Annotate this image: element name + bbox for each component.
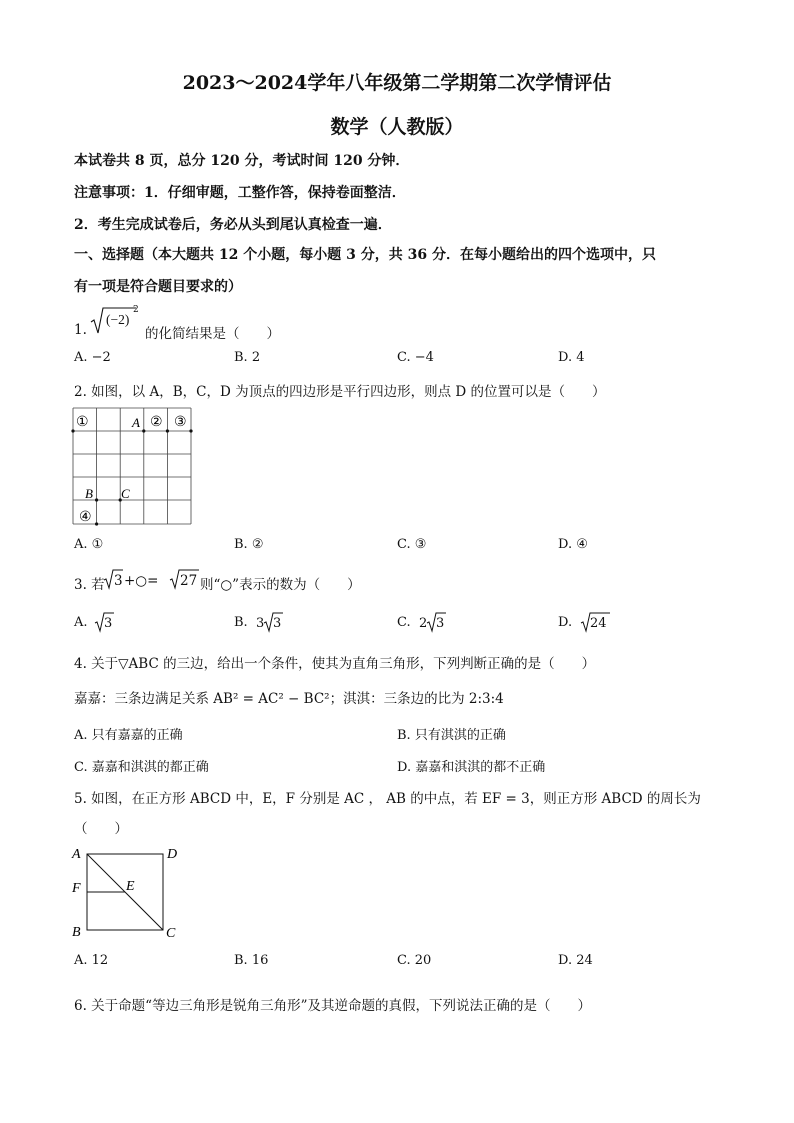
q2-label-a: A <box>132 415 140 430</box>
q1-option-d: D. 4 <box>558 350 585 365</box>
q2-label-2: ② <box>150 415 163 430</box>
q2-label-c: C <box>121 486 130 501</box>
q4-conditions: 嘉嘉：三条边满足关系 AB² = AC² − BC²；淇淇：三条边的比为 2:3:4 <box>74 691 504 707</box>
q5-option-d: D. 24 <box>558 953 593 968</box>
section-heading-line-2: 有一项是符合题目要求的） <box>74 279 242 295</box>
q2-label-1: ① <box>76 415 89 430</box>
q3-plus-circle: +○= <box>124 573 159 589</box>
q1-radicand: (−2) <box>106 312 130 327</box>
q5-paren: （ ） <box>74 821 128 837</box>
notes-line-1: 本试卷共 8 页，总分 120 分，考试时间 120 分钟． <box>74 153 410 169</box>
q3-option-a-label: A. <box>74 615 88 630</box>
q3-option-c-radicand: 3 <box>436 616 445 631</box>
q5-label-c: C <box>166 926 176 941</box>
q2-option-d: D. ④ <box>558 537 588 552</box>
q4-option-b: B. 只有淇淇的正确 <box>397 728 506 743</box>
section-heading-line-1: 一、选择题（本大题共 12 个小题，每小题 3 分，共 36 分．在每小题给出的四个选项中，只 <box>74 247 656 263</box>
q3-option-d-radicand: 24 <box>590 616 607 631</box>
q4-text: 4. 关于▽ABC 的三边，给出一个条件，使其为直角三角形，下列判断正确的是（ ） <box>74 656 596 672</box>
q2-option-a: A. ① <box>74 537 104 552</box>
q3-option-b-coef: 3 <box>256 616 265 631</box>
q2-option-b: B. ② <box>234 537 264 552</box>
q2-option-c: C. ③ <box>397 537 427 552</box>
q5-label-f: F <box>72 881 81 896</box>
exam-subtitle: 数学（人教版） <box>330 116 464 138</box>
q1-option-c: C. −4 <box>397 350 434 365</box>
q1-option-b: B. 2 <box>234 350 261 365</box>
q1-option-a: A. −2 <box>74 350 111 365</box>
q4-option-a: A. 只有嘉嘉的正确 <box>74 728 183 743</box>
q6-text: 6. 关于命题“等边三角形是锐角三角形”及其逆命题的真假，下列说法正确的是（ ） <box>74 998 591 1014</box>
q5-label-e: E <box>126 879 135 894</box>
q5-square-figure <box>70 842 182 944</box>
exam-title: 2023～2024学年八年级第二学期第二次学情评估 <box>182 72 612 94</box>
q3-rest: 则“○”表示的数为（ ） <box>200 577 361 593</box>
q3-lead: 3. 若 <box>74 577 105 593</box>
q5-option-b: B. 16 <box>234 953 269 968</box>
q2-label-b: B <box>85 486 93 501</box>
q1-exponent: 2 <box>133 305 139 315</box>
q5-label-d: D <box>167 847 178 862</box>
q3-option-c-coef: 2 <box>419 616 428 631</box>
q2-grid-figure <box>70 406 196 528</box>
q2-label-3: ③ <box>174 415 187 430</box>
q5-text: 5. 如图，在正方形 ABCD 中，E，F 分别是 AC ， AB 的中点，若 EF = 3，则正方形 ABCD 的周长为 <box>74 791 701 807</box>
q3-option-b-label: B. <box>234 615 248 630</box>
q1-text: 的化简结果是（ ） <box>145 326 280 342</box>
q2-label-4: ④ <box>79 510 92 525</box>
q4-option-c: C. 嘉嘉和淇淇的都正确 <box>74 760 209 775</box>
q3-option-d-label: D. <box>558 615 573 630</box>
notes-line-3: 2．考生完成试卷后，务必从头到尾认真检查一遍． <box>74 217 392 233</box>
q3-radicand-2: 27 <box>180 573 198 589</box>
q2-text: 2. 如图，以 A，B，C，D 为顶点的四边形是平行四边形，则点 D 的位置可以是（ ） <box>74 384 606 400</box>
q5-label-b: B <box>72 925 81 940</box>
q4-option-d: D. 嘉嘉和淇淇的都不正确 <box>397 760 546 775</box>
q5-option-a: A. 12 <box>74 953 109 968</box>
q5-label-a: A <box>72 847 81 862</box>
q3-option-c-label: C. <box>397 615 411 630</box>
q3-option-b-radicand: 3 <box>273 616 282 631</box>
q1-number: 1. <box>74 322 87 338</box>
q3-radicand-1: 3 <box>114 573 123 589</box>
q5-option-c: C. 20 <box>397 953 432 968</box>
notes-line-2: 注意事项：1．仔细审题，工整作答，保持卷面整洁． <box>74 185 406 201</box>
q3-option-a-radicand: 3 <box>104 616 113 631</box>
